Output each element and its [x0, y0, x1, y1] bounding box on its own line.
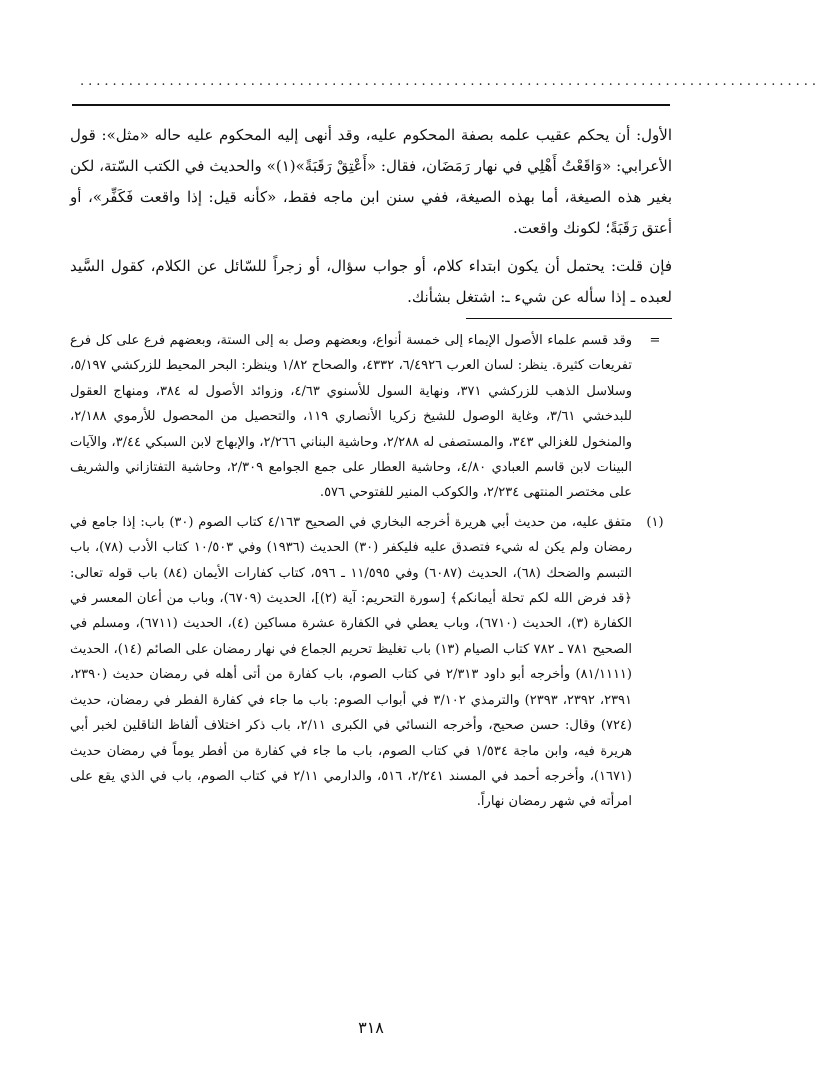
footnote-mark: = [649, 333, 661, 348]
footnote-separator [466, 318, 672, 319]
footnotes [70, 328, 672, 815]
main-paragraph-2: فإن قلت: يحتمل أن يكون ابتداء كلام، أو جواب سؤال، أو زجراً للسّائل عن الكلام، كقول السَّيد لعبده ـ إذا سأله عن شيء ـ: اشتغل بشأنك. [70, 257, 672, 306]
main-text [70, 120, 672, 313]
footnote-text: وقد قسم علماء الأصول الإيماء إلى خمسة أنواع، وبعضهم وصل به إلى الستة، وبعضهم فرع على كل فرع تفريعات كثيرة. ينظر: لسان العرب ٦/٤٩٢٦، ٤٣٣٢، والصحاح ١/٨٢ وينظر: البحر المحيط للزركشي ٥/١٩٧، وسلاسل الذهب للزركشي ٣٧١، ونهاية السول للأسنوي ٤/٦٣، وزوائد الأصول له ٣٨٤، ومنهاج العقول للبدخشي ٣/٦١، وغاية الوصول للشيخ زكريا الأنصاري ١١٩، والتحصيل من المحصول للأرموي ٢/١٨٨، والمنخول للغزالي ٣٤٣، والمستصفى له ٢/٢٨٨، وحاشية البناني ٢/٢٦٦، والإبهاج لابن السبكي ٣/٤٤، والآيات البينات لابن قاسم العبادي ٤/٨٠، وحاشية العطار على جمع الجوامع ٢/٣٠٩، وحاشية التفتازاني والشريف على مختصر المنتهى ٢/٢٣٤، والكوكب المنير للفتوحي ٥٧٦. [70, 333, 632, 501]
header-rule [72, 104, 670, 106]
footnote-continued [70, 328, 672, 506]
footnote-text: متفق عليه، من حديث أبي هريرة أخرجه البخاري في الصحيح ٤/١٦٣ كتاب الصوم (٣٠) باب: إذا جامع في رمضان ولم يكن له شيء فتصدق عليه فليكفر (٣٠) الحديث (١٩٣٦) وفي ١٠/٥٠٣ كتاب الأدب (٧٨)، باب التبسم والضحك (٦٨)، الحديث (٦٠٨٧) وفي ١١/٥٩٥ ـ ٥٩٦، كتاب كفارات الأيمان (٨٤) باب قوله تعالى: ﴿قد فرض الله لكم تحلة أيمانكم﴾ [سورة التحريم: آية (٢)]، الحديث (٦٧٠٩)، وباب من أعان المعسر في الكفارة (٣)، الحديث (٦٧١٠)، وباب يعطي في الكفارة عشرة مساكين (٤)، الحديث (٦٧١١)، ومسلم في الصحيح ٧٨١ ـ ٧٨٢ كتاب الصيام (١٣) باب تغليظ تحريم الجماع في نهار رمضان على الصائم (١٤)، الحديث (٨١/١١١١) وأخرجه أبو داود ٢/٣١٣ في كتاب الصوم، باب كفارة من أتى أهله في رمضان حديث (٢٣٩٠، ٢٣٩١، ٢٣٩٢، ٢٣٩٣) والترمذي ٣/١٠٢ في أبواب الصوم: باب ما جاء في كفارة الفطر في رمضان، حديث (٧٢٤) وقال: حسن صحيح، وأخرجه النسائي في الكبرى ٢/١١، باب ذكر اختلاف ألفاظ الناقلين لخبر أبي هريرة فيه، وابن ماجة ١/٥٣٤ في كتاب الصوم، باب ما جاء في كفارة من أفطر يوماً في رمضان حديث (١٦٧١)، وأخرجه أحمد في المسند ٢/٢٤١، ٥١٦، والدارمي ٢/١١ في كتاب الصوم، باب في الذي يقع على امرأته في شهر رمضان نهاراً. [70, 514, 633, 810]
footnote-1 [70, 510, 672, 815]
page-number: ٣١٨ [358, 1018, 384, 1037]
main-paragraph-1: الأول: أن يحكم عقيب علمه بصفة المحكوم عليه، وقد أنهى إليه المحكوم عليه حاله «مثل»: قول الأعرابي: «وَاقَعْتُ أَهْلِي في نهار رَمَضَان، فقال: «أَعْتِقْ رَقَبَةً»(١)» والحديث في الكتب السّتة، لكن بغير هذه الصيغة، أما بهذه الصيغة، ففي سنن ابن ماجه فقط، «كأنه قيل: إذا واقعت فَكَفِّر»، أو أعتق رَقَبَةً؛ لكونك واقعت. [70, 126, 672, 237]
footnote-mark: (١) [646, 514, 664, 530]
header-dotted-line: ........................................................................................... [80, 74, 820, 89]
